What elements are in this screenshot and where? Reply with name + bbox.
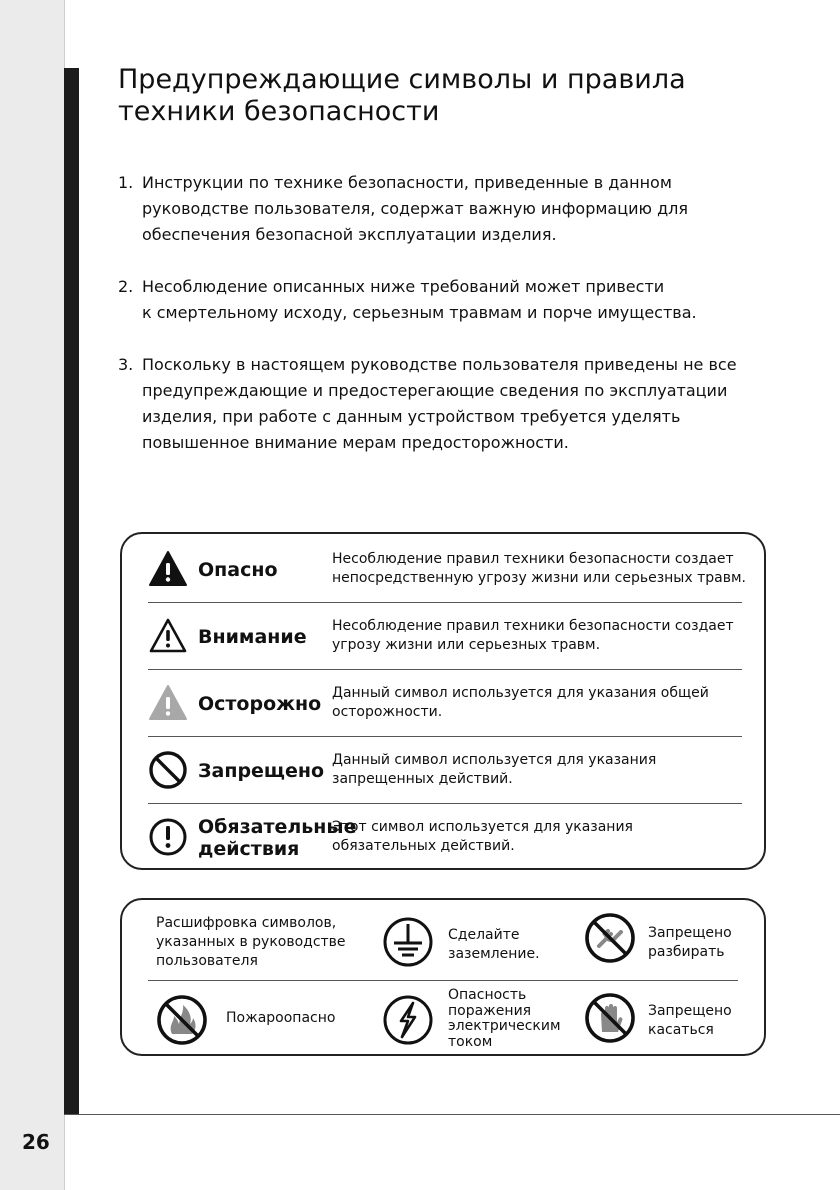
- section-sidebar-bar: [64, 68, 79, 1114]
- legend-text-line: Запрещено: [648, 925, 732, 941]
- instruction-number: 3.: [118, 355, 134, 374]
- safety-instructions-list: [118, 170, 768, 482]
- instruction-line: руководстве пользователя, содержат важную информацию для: [142, 199, 688, 218]
- legend-text-line: током: [448, 1033, 493, 1050]
- page-title-line2: техники безопасности: [118, 96, 440, 127]
- instruction-item: [118, 352, 768, 456]
- page-title-line1: Предупреждающие символы и правила: [118, 64, 686, 95]
- warning-icon: [148, 616, 188, 656]
- description-line: обязательных действий.: [332, 838, 515, 854]
- symbol-description: [332, 684, 752, 722]
- symbol-row-mandatory: [148, 804, 742, 871]
- instruction-line: Несоблюдение описанных ниже требований может привести: [142, 277, 665, 296]
- symbol-description: [332, 818, 752, 856]
- legend-text-line: электрическим: [448, 1018, 561, 1034]
- instruction-line: изделия, при работе с данным устройством требуется уделять: [142, 407, 681, 426]
- symbol-row-warning: [148, 603, 742, 670]
- description-line: Данный символ используется для указания: [332, 752, 657, 768]
- legend-text-line: Опасность: [448, 987, 527, 1003]
- symbol-label-line: действия: [198, 837, 300, 860]
- symbol-label-line: Обязательные: [198, 815, 357, 838]
- instruction-item: [118, 170, 768, 248]
- no-disassembly-icon: [584, 912, 636, 964]
- legend-ground-text: [448, 926, 540, 964]
- instruction-line: повышенное внимание мерам предосторожности.: [142, 433, 569, 452]
- symbol-label: Осторожно: [198, 692, 322, 715]
- description-line: Несоблюдение правил техники безопасности создает: [332, 551, 734, 567]
- legend-text-line: касаться: [648, 1022, 714, 1038]
- symbol-description: [332, 751, 752, 789]
- instruction-line: предупреждающие и предостерегающие сведения по эксплуатации: [142, 381, 728, 400]
- symbol-label: Опасно: [198, 558, 278, 581]
- no-touch-icon: [584, 992, 636, 1044]
- legend-no-touch-text: [648, 1002, 732, 1040]
- legend-title: [156, 914, 346, 971]
- legend-title-line: Расшифровка символов,: [156, 915, 337, 931]
- description-line: Данный символ используется для указания общей: [332, 685, 709, 701]
- legend-fire-text: [226, 1010, 335, 1026]
- symbol-label: Запрещено: [198, 759, 325, 782]
- legend-text-line: Пожароопасно: [226, 1010, 336, 1026]
- symbol-description: [332, 550, 752, 588]
- electric-shock-icon: [382, 994, 434, 1046]
- page-title: [118, 64, 686, 128]
- symbol-label: Внимание: [198, 625, 307, 648]
- instruction-line: обеспечения безопасной эксплуатации изделия.: [142, 225, 557, 244]
- symbol-row-caution: [148, 670, 742, 737]
- legend-text-line: Сделайте: [448, 927, 520, 943]
- instruction-item: [118, 274, 768, 326]
- legend-no-disassembly-text: [648, 924, 732, 962]
- legend-text-line: Запрещено: [648, 1003, 732, 1019]
- legend-title-line: пользователя: [156, 953, 258, 969]
- description-line: угрозу жизни или серьезных травм.: [332, 637, 601, 653]
- symbol-row-danger: [148, 536, 746, 603]
- instruction-number: 1.: [118, 173, 134, 192]
- description-line: Несоблюдение правил техники безопасности создает: [332, 618, 734, 634]
- footer-divider: [64, 1114, 840, 1115]
- warning-symbols-panel: [120, 532, 766, 870]
- instruction-number: 2.: [118, 277, 134, 296]
- page-margin: [0, 0, 65, 1190]
- legend-divider: [148, 980, 738, 981]
- fire-hazard-icon: [156, 994, 208, 1046]
- description-line: осторожности.: [332, 704, 443, 720]
- legend-text-line: разбирать: [648, 944, 725, 960]
- ground-icon: [382, 916, 434, 968]
- description-line: запрещенных действий.: [332, 771, 513, 787]
- legend-text-line: заземление.: [448, 946, 540, 962]
- legend-text-line: поражения: [448, 1002, 532, 1019]
- instruction-line: Инструкции по технике безопасности, приведенные в данном: [142, 173, 672, 192]
- legend-title-line: указанных в руководстве: [156, 934, 346, 950]
- prohibited-icon: [148, 750, 188, 790]
- symbol-description: [332, 617, 752, 655]
- caution-icon: [148, 683, 188, 723]
- instruction-line: к смертельному исходу, серьезным травмам и порче имущества.: [142, 303, 697, 322]
- description-line: Этот символ используется для указания: [332, 819, 633, 835]
- symbol-legend-panel: [120, 898, 766, 1056]
- instruction-line: Поскольку в настоящем руководстве пользователя приведены не все: [142, 355, 737, 374]
- legend-shock-text: [448, 988, 561, 1050]
- mandatory-icon: [148, 817, 188, 857]
- symbol-row-prohibited: [148, 737, 742, 804]
- page-number: 26: [22, 1130, 50, 1154]
- danger-icon: [148, 549, 188, 589]
- description-line: непосредственную угрозу жизни или серьезных травм.: [332, 570, 746, 586]
